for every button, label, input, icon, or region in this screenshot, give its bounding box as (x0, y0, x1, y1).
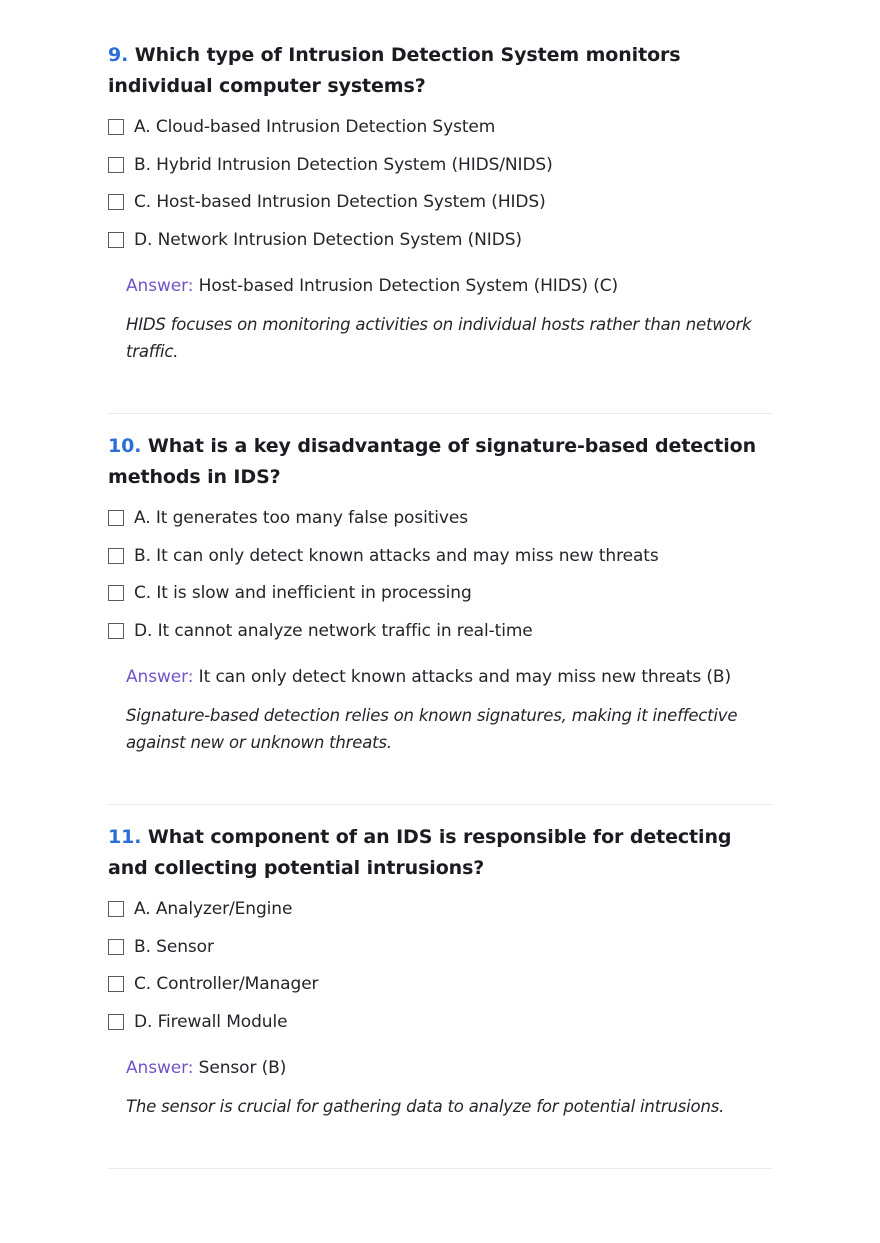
answer-line (126, 1058, 773, 1078)
option-b[interactable] (108, 546, 773, 584)
option-b[interactable] (108, 155, 773, 193)
option-label: A. It generates too many false positives (134, 508, 468, 528)
question-number: 11. (108, 826, 142, 848)
option-b[interactable] (108, 937, 773, 975)
explanation: The sensor is crucial for gathering data to analyze for potential intrusions. (126, 1096, 725, 1116)
question-number: 10. (108, 435, 142, 457)
question-title (108, 431, 773, 493)
option-label: B. Sensor (134, 936, 214, 957)
answer-text: It can only detect known attacks and may miss new threats (B) (198, 666, 732, 687)
answer-label: Answer: (126, 275, 194, 296)
question-title (108, 40, 773, 102)
option-label: D. Network Intrusion Detection System (NIDS) (134, 230, 522, 251)
option-d[interactable] (108, 621, 773, 659)
option-label: A. Analyzer/Engine (134, 899, 293, 919)
option-a[interactable] (108, 899, 773, 937)
question-text: What is a key disadvantage of signature-based detection methods in IDS? (108, 435, 757, 488)
answer-block (126, 667, 773, 756)
checkbox-icon[interactable] (108, 119, 124, 135)
checkbox-icon[interactable] (108, 194, 124, 210)
checkbox-icon[interactable] (108, 901, 124, 917)
options-list (108, 508, 773, 659)
option-label: B. Hybrid Intrusion Detection System (HIDS/NIDS) (134, 154, 553, 175)
option-c[interactable] (108, 974, 773, 1012)
option-label: D. Firewall Module (134, 1012, 288, 1033)
option-a[interactable] (108, 117, 773, 155)
question-number: 9. (108, 44, 129, 66)
answer-text: Host-based Intrusion Detection System (HIDS) (C) (198, 275, 619, 296)
checkbox-icon[interactable] (108, 585, 124, 601)
options-list (108, 899, 773, 1050)
answer-text: Sensor (B) (198, 1057, 287, 1078)
explanation: Signature-based detection relies on known signatures, making it ineffective against new or unknown threats. (126, 705, 738, 752)
option-label: D. It cannot analyze network traffic in real-time (134, 621, 533, 642)
answer-line (126, 667, 773, 687)
option-label: B. It can only detect known attacks and may miss new threats (134, 545, 659, 566)
checkbox-icon[interactable] (108, 939, 124, 955)
answer-label: Answer: (126, 1057, 194, 1078)
checkbox-icon[interactable] (108, 623, 124, 639)
options-list (108, 117, 773, 268)
question-title (108, 822, 773, 884)
question-10 (108, 431, 773, 805)
explanation: HIDS focuses on monitoring activities on individual hosts rather than network traffic. (126, 314, 752, 361)
checkbox-icon[interactable] (108, 157, 124, 173)
option-label: C. Host-based Intrusion Detection System (HIDS) (134, 192, 546, 213)
question-9 (108, 40, 773, 414)
answer-block (126, 276, 773, 365)
checkbox-icon[interactable] (108, 510, 124, 526)
answer-block (126, 1058, 773, 1120)
answer-label: Answer: (126, 666, 194, 687)
question-11 (108, 822, 773, 1169)
option-d[interactable] (108, 230, 773, 268)
option-label: C. It is slow and inefficient in processing (134, 583, 472, 604)
question-text: Which type of Intrusion Detection System monitors individual computer systems? (108, 44, 681, 97)
answer-line (126, 276, 773, 296)
option-label: A. Cloud-based Intrusion Detection System (134, 117, 496, 137)
checkbox-icon[interactable] (108, 1014, 124, 1030)
option-c[interactable] (108, 192, 773, 230)
option-c[interactable] (108, 583, 773, 621)
question-text: What component of an IDS is responsible for detecting and collecting potential intrusions? (108, 826, 732, 879)
checkbox-icon[interactable] (108, 976, 124, 992)
option-d[interactable] (108, 1012, 773, 1050)
option-label: C. Controller/Manager (134, 974, 319, 995)
checkbox-icon[interactable] (108, 548, 124, 564)
option-a[interactable] (108, 508, 773, 546)
checkbox-icon[interactable] (108, 232, 124, 248)
